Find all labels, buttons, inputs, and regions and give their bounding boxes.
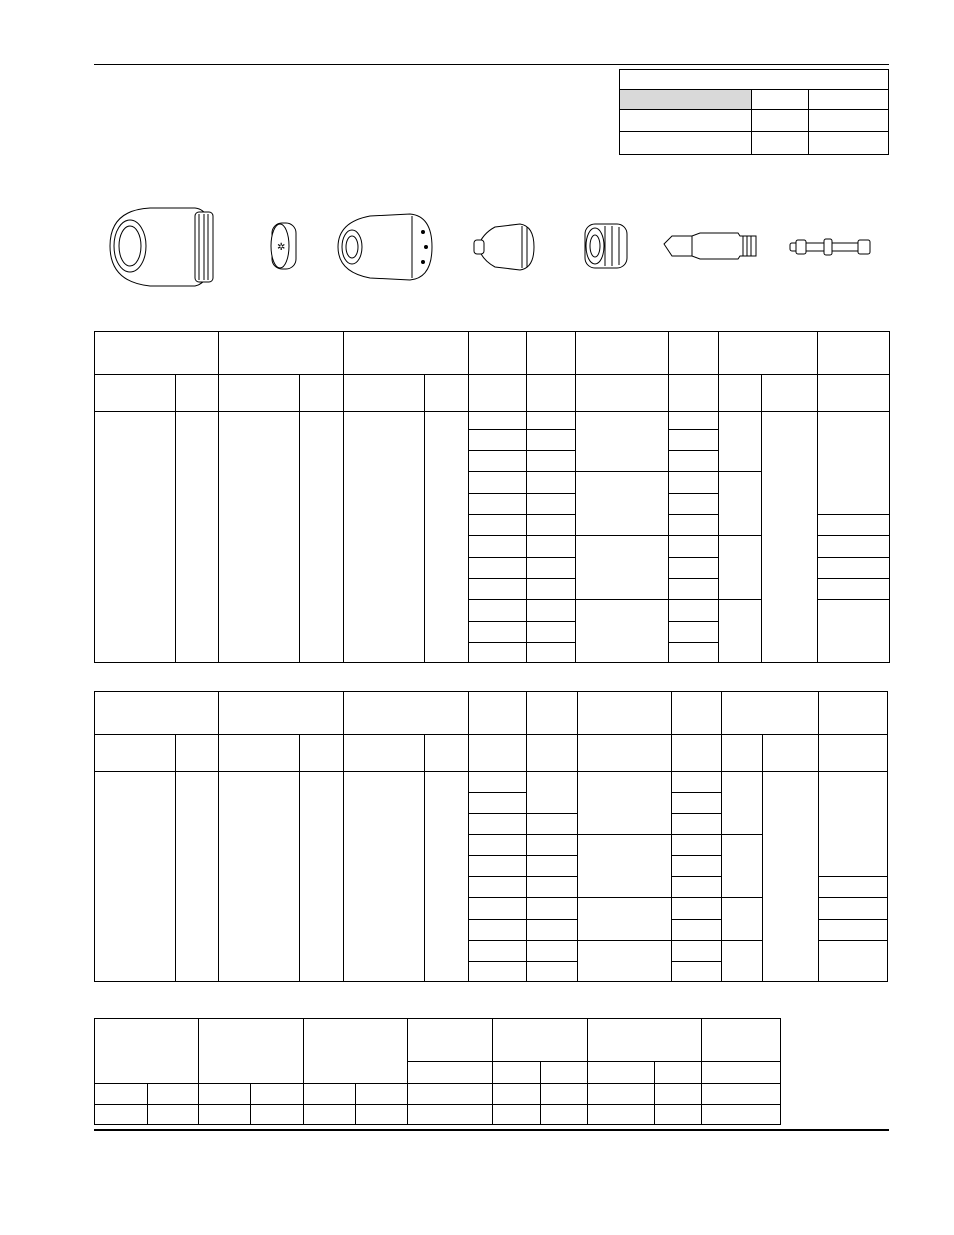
water-tube-illustration	[790, 239, 870, 255]
bottom-table	[95, 1019, 781, 1125]
cut-chart-2	[95, 692, 888, 982]
retaining-cap-illustration	[338, 214, 432, 280]
svg-text:✲: ✲	[277, 242, 286, 253]
nozzle-illustration	[474, 224, 534, 270]
swirl-ring-illustration	[585, 224, 627, 268]
footer-rule	[94, 1129, 889, 1131]
swirl-ring-small-illustration	[271, 223, 296, 269]
shield-illustration	[110, 208, 213, 286]
cut-chart-1	[95, 332, 890, 663]
top-table	[620, 70, 889, 155]
electrode-illustration	[664, 233, 756, 259]
